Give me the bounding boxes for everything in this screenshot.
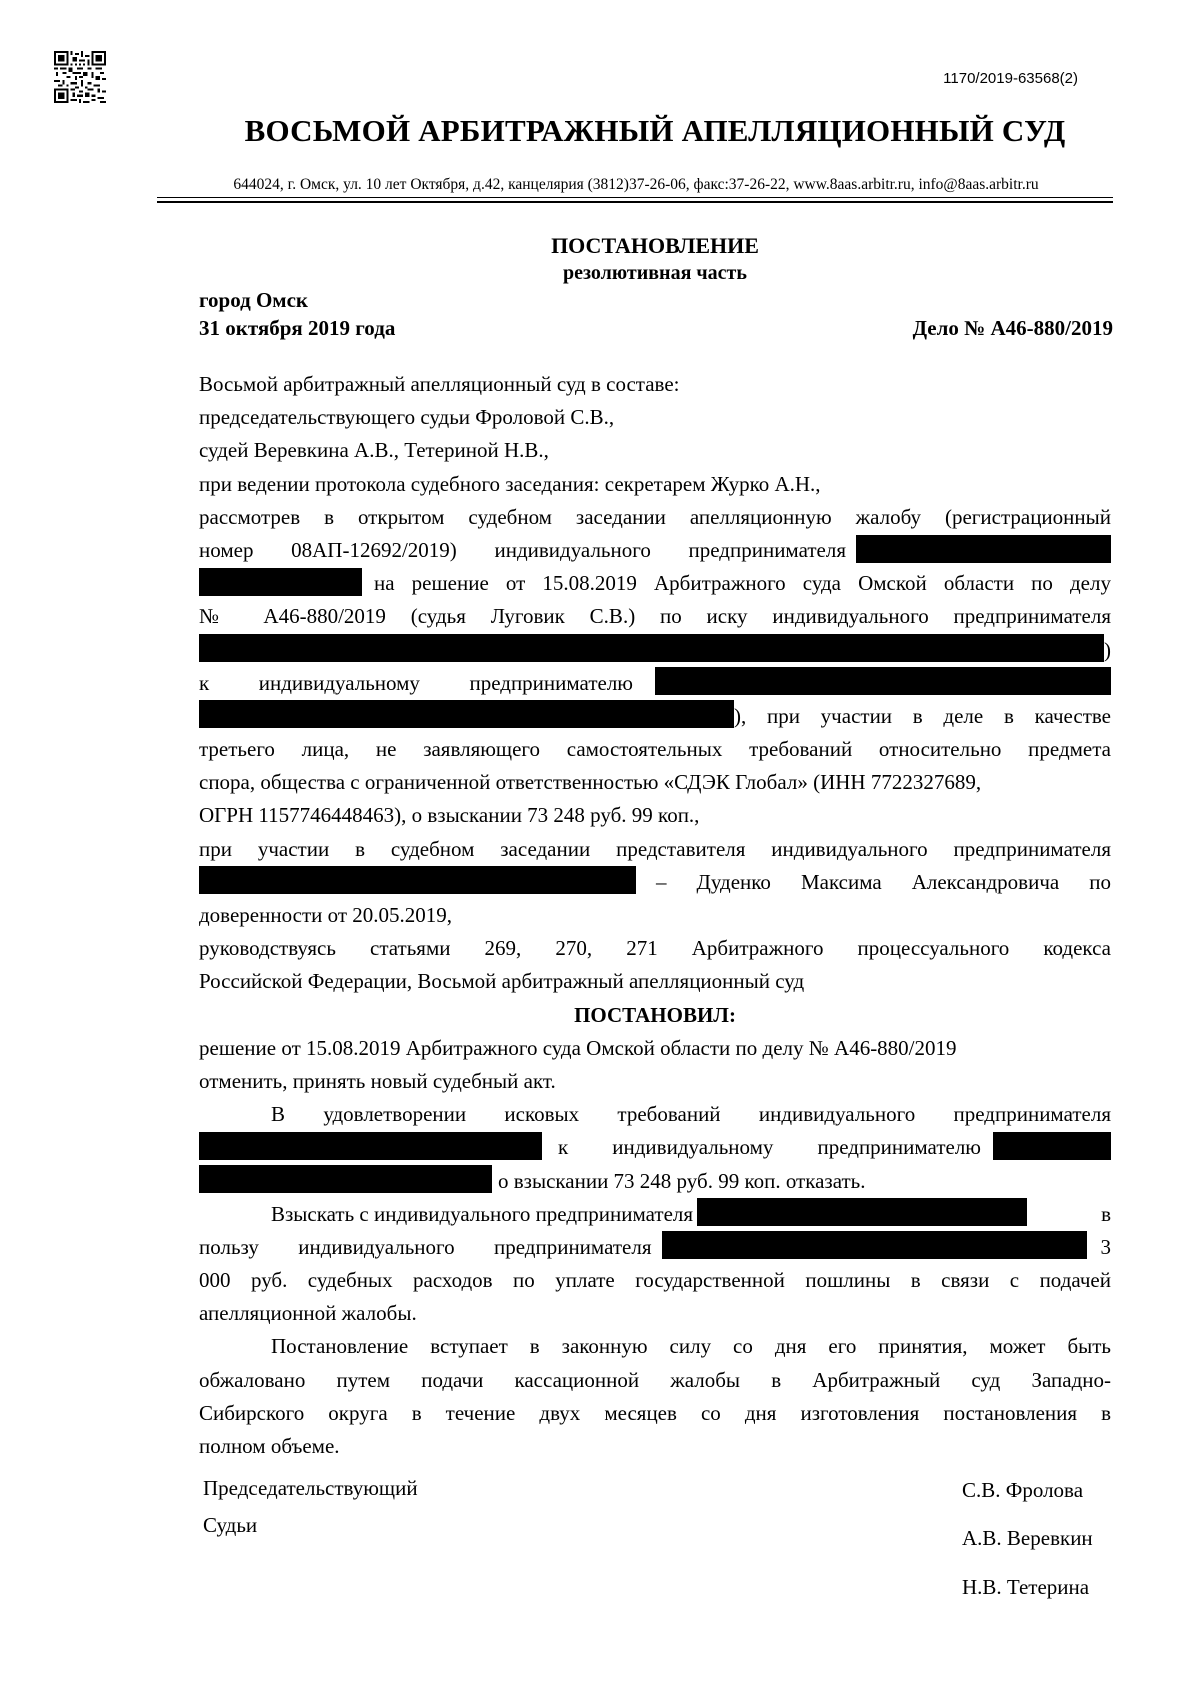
- header-rule-thin: [157, 197, 1113, 198]
- body-text: к индивидуальному предпринимателю: [558, 1135, 981, 1160]
- document-body: [199, 368, 1111, 1463]
- body-line: третьего лица, не заявляющего самостоятельных требований относительно предмета: [199, 737, 1111, 762]
- redacted-block: [697, 1198, 1027, 1226]
- body-line: председательствующего судьи Фроловой С.В.,: [199, 405, 615, 430]
- qr-code: [54, 51, 106, 103]
- body-line: [199, 667, 1111, 700]
- header-rule-thick: [157, 201, 1113, 203]
- document-subtitle: резолютивная часть: [563, 262, 747, 284]
- body-line: спора, общества с ограниченной ответственностью «СДЭК Глобал» (ИНН 7722327689,: [199, 770, 982, 795]
- court-name: ВОСЬМОЙ АРБИТРАЖНЫЙ АПЕЛЛЯЦИОННЫЙ СУД: [244, 113, 1066, 148]
- body-line: [199, 1165, 1111, 1198]
- body-text: на решение от 15.08.2019 Арбитражного суда Омской области по делу: [374, 571, 1111, 596]
- body-line: [199, 700, 1111, 733]
- body-line: [199, 866, 1111, 899]
- body-line: рассмотрев в открытом судебном заседании апелляционную жалобу (регистрационный: [199, 504, 1111, 529]
- redacted-block: [199, 700, 734, 728]
- redacted-block: [199, 866, 636, 894]
- redacted-block: [199, 1132, 542, 1160]
- body-text: 3: [1100, 1234, 1111, 1259]
- judge-name: А.В. Веревкин: [962, 1526, 1093, 1550]
- presiding-judge-name: С.В. Фролова: [962, 1478, 1084, 1502]
- body-line: [199, 534, 1111, 567]
- body-line: руководствуясь статьями 269, 270, 271 Арбитражного процессуального кодекса: [199, 936, 1111, 961]
- body-line: Постановление вступает в законную силу со дня его принятия, может быть: [271, 1334, 1111, 1359]
- body-line: В удовлетворении исковых требований индивидуального предпринимателя: [271, 1102, 1111, 1127]
- body-text: Взыскать с индивидуального предпринимателя: [271, 1201, 694, 1226]
- document-title: ПОСТАНОВЛЕНИЕ: [551, 233, 759, 258]
- body-line: апелляционной жалобы.: [199, 1301, 417, 1326]
- body-line: решение от 15.08.2019 Арбитражного суда Омской области по делу № А46-880/2019: [199, 1035, 957, 1060]
- body-line: ОГРН 1157746448463), о взыскании 73 248 руб. 99 коп.,: [199, 803, 700, 828]
- body-text: пользу индивидуального предпринимателя: [199, 1234, 652, 1259]
- body-text: в: [1101, 1201, 1111, 1226]
- body-text: ): [1104, 637, 1111, 662]
- body-line: [199, 1131, 1111, 1164]
- city: город Омск: [199, 288, 309, 312]
- case-number: Дело № А46-880/2019: [912, 316, 1113, 340]
- body-text: номер 08АП-12692/2019) индивидуального предпринимателя: [199, 537, 846, 562]
- redacted-block: [662, 1231, 1087, 1259]
- body-text: ), при участии в деле в качестве: [734, 703, 1111, 728]
- body-line: полном объеме.: [199, 1434, 340, 1458]
- body-line: при ведении протокола судебного заседания: секретарем Журко А.Н.,: [199, 471, 821, 496]
- body-line: № А46-880/2019 (судья Луговик С.В.) по иску индивидуального предпринимателя: [199, 604, 1111, 629]
- redacted-block: [856, 535, 1111, 563]
- court-address: 644024, г. Омск, ул. 10 лет Октября, д.42, канцелярия (3812)37-26-06, факс:37-26-22, www.8aas.arbitr.ru, info@8aas.arbitr.ru: [233, 176, 1039, 193]
- body-line: судей Веревкина А.В., Тетериной Н.В.,: [199, 438, 549, 463]
- decision-heading: ПОСТАНОВИЛ:: [574, 1002, 736, 1027]
- body-text: к индивидуальному предпринимателю: [199, 670, 633, 695]
- document-number: 1170/2019-63568(2): [943, 70, 1078, 87]
- redacted-block: [199, 634, 1104, 662]
- body-line: Восьмой арбитражный апелляционный суд в составе:: [199, 372, 680, 396]
- body-line: [199, 1231, 1111, 1264]
- body-line: [199, 1198, 1111, 1231]
- redacted-block: [655, 667, 1111, 695]
- judges-label: Судьи: [203, 1513, 258, 1537]
- body-line: [199, 567, 1111, 600]
- body-text: о взыскании 73 248 руб. 99 коп. отказать.: [498, 1168, 866, 1193]
- document-date: 31 октября 2019 года: [199, 316, 396, 340]
- body-line: Сибирского округа в течение двух месяцев со дня изготовления постановления в: [199, 1400, 1111, 1425]
- body-line: доверенности от 20.05.2019,: [199, 903, 453, 927]
- body-line: отменить, принять новый судебный акт.: [199, 1068, 556, 1093]
- redacted-block: [993, 1132, 1111, 1160]
- body-line: [199, 634, 1111, 667]
- redacted-block: [199, 568, 362, 596]
- redacted-block: [199, 1165, 492, 1193]
- body-line: обжаловано путем подачи кассационной жалобы в Арбитражный суд Западно-: [199, 1367, 1111, 1392]
- body-line: при участии в судебном заседании представителя индивидуального предпринимателя: [199, 836, 1111, 861]
- body-line: 000 руб. судебных расходов по уплате государственной пошлины в связи с подачей: [199, 1268, 1111, 1293]
- judge-name: Н.В. Тетерина: [962, 1575, 1090, 1599]
- presiding-label: Председательствующий: [203, 1476, 418, 1500]
- body-line: Российской Федерации, Восьмой арбитражный апелляционный суд: [199, 969, 805, 994]
- body-text: – Дуденко Максима Александровича по: [656, 869, 1111, 894]
